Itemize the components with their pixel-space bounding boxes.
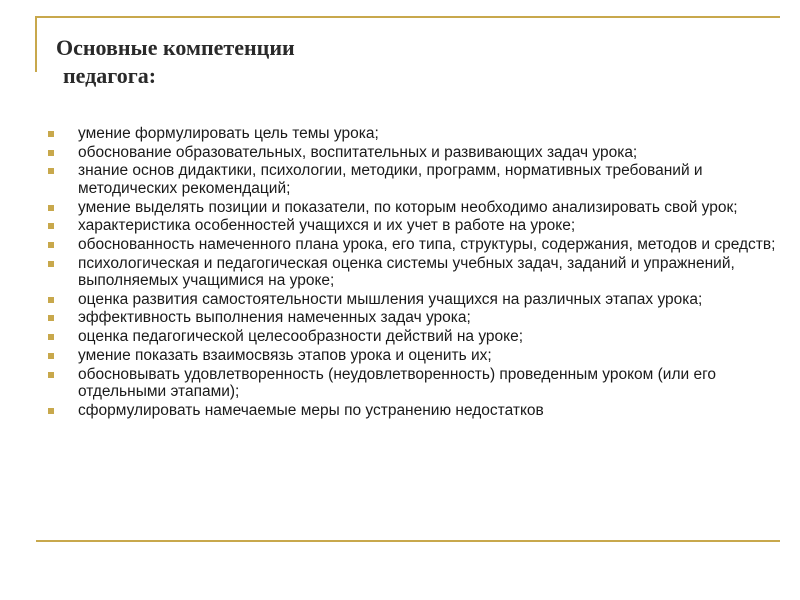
list-item [48,328,778,345]
list-item-text: знание основ дидактики, психологии, методики, программ, нормативных требований и методических рекомендаций; [78,162,703,197]
square-bullet-icon [48,223,54,229]
list-item-text: эффективность выполнения намеченных задач урока; [78,309,471,327]
square-bullet-icon [48,315,54,321]
square-bullet-icon [48,372,54,378]
top-divider [35,16,780,18]
list-item [48,402,778,419]
list-item [48,125,778,142]
square-bullet-icon [48,131,54,137]
list-item-text: обосновывать удовлетворенность (неудовлетворенность) проведенным уроком (или его отдельными этапами); [78,365,717,400]
list-item-text: оценка педагогической целесообразности действий на уроке; [78,328,524,346]
list-item-text: психологическая и педагогическая оценка системы учебных задач, заданий и упражнений, выполняемых учащимися на уроке; [78,254,735,290]
list-item [48,236,778,253]
list-item-text: умение выделять позиции и показатели, по которым необходимо анализировать свой урок; [78,198,738,216]
list-item [48,255,778,290]
list-item [48,366,778,401]
square-bullet-icon [48,242,54,248]
square-bullet-icon [48,353,54,359]
list-item [48,144,778,161]
bottom-divider [36,540,780,542]
list-item [48,309,778,326]
square-bullet-icon [48,150,54,156]
slide-title [56,34,295,90]
list-item-text: умение формулировать цель темы урока; [78,125,379,142]
square-bullet-icon [48,334,54,340]
square-bullet-icon [48,168,54,174]
list-item-text: оценка развития самостоятельности мышления учащихся на различных этапах урока; [78,290,703,308]
list-item [48,291,778,308]
slide-title-line-1: Основные компетенции [56,35,295,60]
list-item [48,162,778,197]
list-item-text: обоснованность намеченного плана урока, его типа, структуры, содержания, методов и средств; [78,235,776,253]
slide-title-line-2: педагога: [63,63,157,88]
list-item [48,347,778,364]
list-item [48,217,778,234]
list-item [48,199,778,216]
square-bullet-icon [48,205,54,211]
list-item-text: сформулировать намечаемые меры по устранению недостатков [78,401,544,419]
competencies-list [48,125,778,420]
list-item-text: обоснование образовательных, воспитательных и развивающих задач урока; [78,143,638,161]
square-bullet-icon [48,297,54,303]
list-item-text: умение показать взаимосвязь этапов урока и оценить их; [78,346,492,364]
left-divider [35,16,37,72]
square-bullet-icon [48,261,54,267]
list-item-text: характеристика особенностей учащихся и их учет в работе на уроке; [78,217,576,235]
square-bullet-icon [48,408,54,414]
